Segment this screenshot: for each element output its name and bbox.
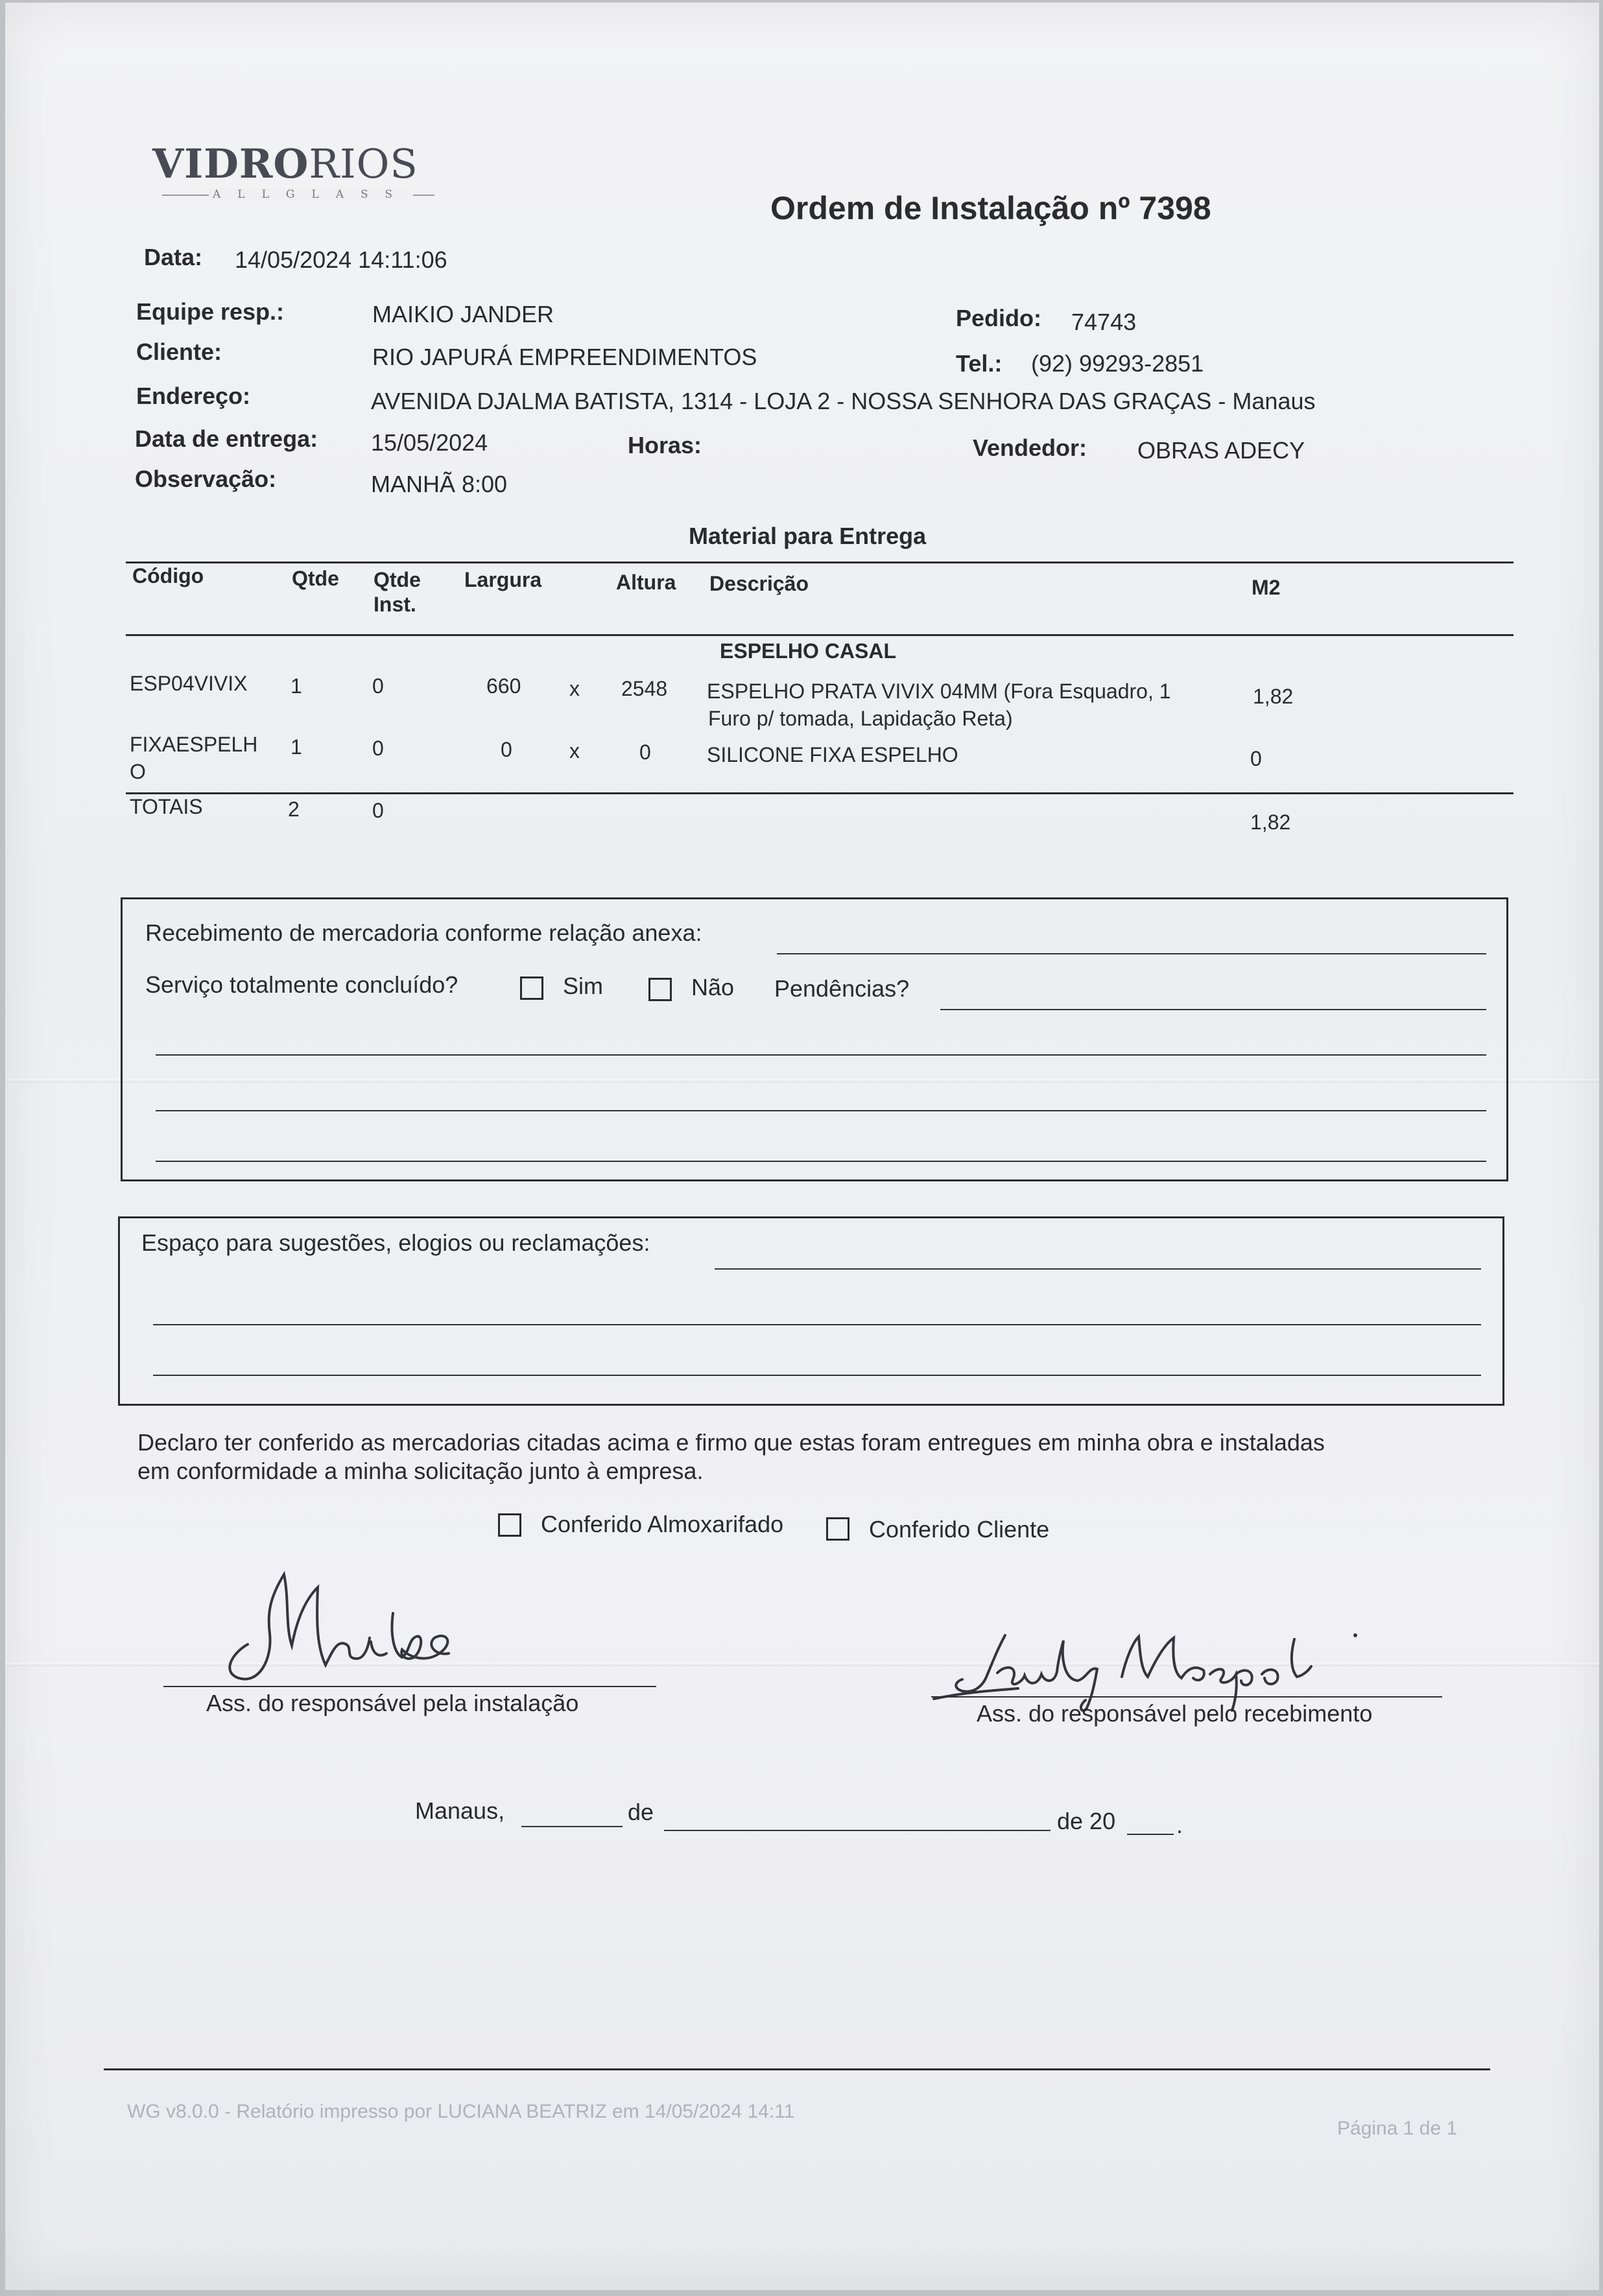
totals-m2: 1,82	[1250, 811, 1291, 834]
place-end: .	[1176, 1812, 1183, 1838]
phone-label: Tel.:	[956, 350, 1003, 377]
client-check-label: Conferido Cliente	[869, 1516, 1050, 1543]
month-line[interactable]	[664, 1830, 1051, 1831]
col-qty-inst-header: Qtde	[374, 568, 421, 591]
year-line[interactable]	[1127, 1834, 1174, 1835]
table-row-1-x: x	[569, 677, 580, 700]
date-value: 14/05/2024 14:11:06	[235, 246, 447, 273]
table-row-2-height: 0	[639, 740, 651, 764]
place-de-1: de	[628, 1799, 654, 1825]
table-row-2-x: x	[569, 739, 580, 763]
material-section-title: Material para Entrega	[689, 523, 927, 549]
table-row-1-width: 660	[486, 674, 521, 698]
totals-qty-inst: 0	[372, 799, 384, 822]
table-row-1-desc-2: Furo p/ tomada, Lapidação Reta)	[708, 707, 1013, 730]
receiver-signature-line	[931, 1696, 1442, 1698]
client-checkbox[interactable]	[826, 1517, 849, 1541]
no-checkbox[interactable]	[648, 978, 672, 1001]
declaration-line-2: em conformidade a minha solicitação junto à empresa.	[137, 1458, 704, 1484]
table-row-2-code: FIXAESPELH	[130, 733, 258, 756]
declaration-line-1: Declaro ter conferido as mercadorias citadas acima e firmo que estas foram entregues em minha obra e instaladas	[137, 1429, 1325, 1456]
table-header-rule	[126, 634, 1514, 636]
group-title: ESPELHO CASAL	[720, 639, 897, 663]
team-label: Equipe resp.:	[136, 298, 285, 325]
col-m2-header: M2	[1252, 576, 1281, 599]
table-row-1-height: 2548	[621, 677, 668, 700]
order-number-label: Pedido:	[956, 305, 1041, 331]
totals-qty: 2	[288, 798, 300, 821]
logo-light-text: RIOS	[309, 140, 418, 187]
table-row-1-desc: ESPELHO PRATA VIVIX 04MM (Fora Esquadro, 1	[707, 680, 1171, 703]
table-row-2-desc: SILICONE FIXA ESPELHO	[707, 743, 958, 766]
place-city: Manaus,	[415, 1797, 505, 1824]
footer-rule	[104, 2068, 1490, 2070]
address-label: Endereço:	[136, 383, 251, 409]
table-top-rule	[126, 562, 1514, 563]
seller-value: OBRAS ADECY	[1137, 437, 1305, 464]
no-label: Não	[691, 974, 735, 1000]
received-label: Recebimento de mercadoria conforme relação anexa:	[145, 919, 702, 946]
company-logo	[152, 140, 418, 187]
pending-line[interactable]	[940, 1009, 1486, 1010]
installer-signature	[208, 1561, 480, 1691]
hours-label: Horas:	[628, 432, 702, 458]
order-number-value: 74743	[1071, 309, 1137, 335]
yes-checkbox[interactable]	[520, 976, 543, 1000]
totals-label: TOTAIS	[130, 795, 203, 818]
phone-value: (92) 99293-2851	[1031, 350, 1204, 377]
receiver-signature-label: Ass. do responsável pelo recebimento	[977, 1700, 1373, 1727]
place-de-2: de 20	[1057, 1808, 1116, 1834]
logo-subtitle: ALLGLASS	[209, 188, 413, 201]
col-height-header: Altura	[616, 571, 676, 594]
order-title: Ordem de Instalação nº 7398	[770, 190, 1211, 226]
installer-signature-label: Ass. do responsável pela instalação	[206, 1690, 579, 1716]
table-row-1-qty-inst: 0	[372, 674, 384, 698]
received-line[interactable]	[777, 953, 1486, 954]
table-row-2-qty-inst: 0	[372, 737, 384, 760]
day-line[interactable]	[521, 1826, 623, 1827]
receipt-notes-line-2[interactable]	[156, 1110, 1486, 1111]
team-value: MAIKIO JANDER	[372, 301, 554, 327]
col-desc-header: Descrição	[709, 572, 809, 595]
col-qty-inst-header-2: Inst.	[374, 593, 416, 616]
table-row-1-m2: 1,82	[1253, 685, 1294, 708]
table-row-2-qty: 1	[291, 735, 302, 759]
delivery-value: 15/05/2024	[371, 429, 488, 456]
receipt-notes-line-1[interactable]	[156, 1054, 1486, 1056]
suggestions-line-1[interactable]	[715, 1268, 1481, 1270]
delivery-label: Data de entrega:	[135, 425, 318, 452]
suggestions-line-3[interactable]	[153, 1375, 1481, 1376]
installer-signature-line	[163, 1686, 656, 1687]
receipt-notes-line-3[interactable]	[156, 1161, 1486, 1162]
installer-signature-graphic	[208, 1561, 480, 1691]
suggestions-line-2[interactable]	[153, 1324, 1481, 1325]
service-done-label: Serviço totalmente concluído?	[145, 971, 458, 998]
note-label: Observação:	[135, 466, 277, 492]
logo-strong-text: VIDRO	[152, 140, 309, 187]
table-row-1-qty: 1	[291, 674, 302, 698]
table-totals-rule	[126, 792, 1514, 794]
address-value: AVENIDA DJALMA BATISTA, 1314 - LOJA 2 - NOSSA SENHORA DAS GRAÇAS - Manaus	[371, 388, 1316, 414]
seller-label: Vendedor:	[973, 434, 1087, 461]
date-label: Data:	[144, 244, 203, 270]
table-row-1-code: ESP04VIVIX	[130, 672, 248, 695]
client-value: RIO JAPURÁ EMPREENDIMENTOS	[372, 344, 757, 370]
suggestions-label: Espaço para sugestões, elogios ou reclamações:	[141, 1229, 650, 1256]
col-code-header: Código	[132, 564, 204, 587]
footer-printed: WG v8.0.0 - Relatório impresso por LUCIANA BEATRIZ em 14/05/2024 14:11	[127, 2101, 795, 2122]
table-row-2-m2: 0	[1250, 747, 1262, 770]
warehouse-check-label: Conferido Almoxarifado	[541, 1511, 784, 1537]
table-row-2-width: 0	[501, 738, 512, 761]
table-row-2-code-2: O	[130, 760, 146, 783]
warehouse-checkbox[interactable]	[498, 1513, 521, 1537]
note-value: MANHÃ 8:00	[371, 471, 508, 497]
col-width-header: Largura	[464, 568, 542, 591]
yes-label: Sim	[563, 973, 603, 999]
col-qty-header: Qtde	[292, 567, 339, 590]
pending-label: Pendências?	[774, 975, 910, 1002]
footer-page: Página 1 de 1	[1337, 2118, 1458, 2139]
client-label: Cliente:	[136, 338, 222, 365]
